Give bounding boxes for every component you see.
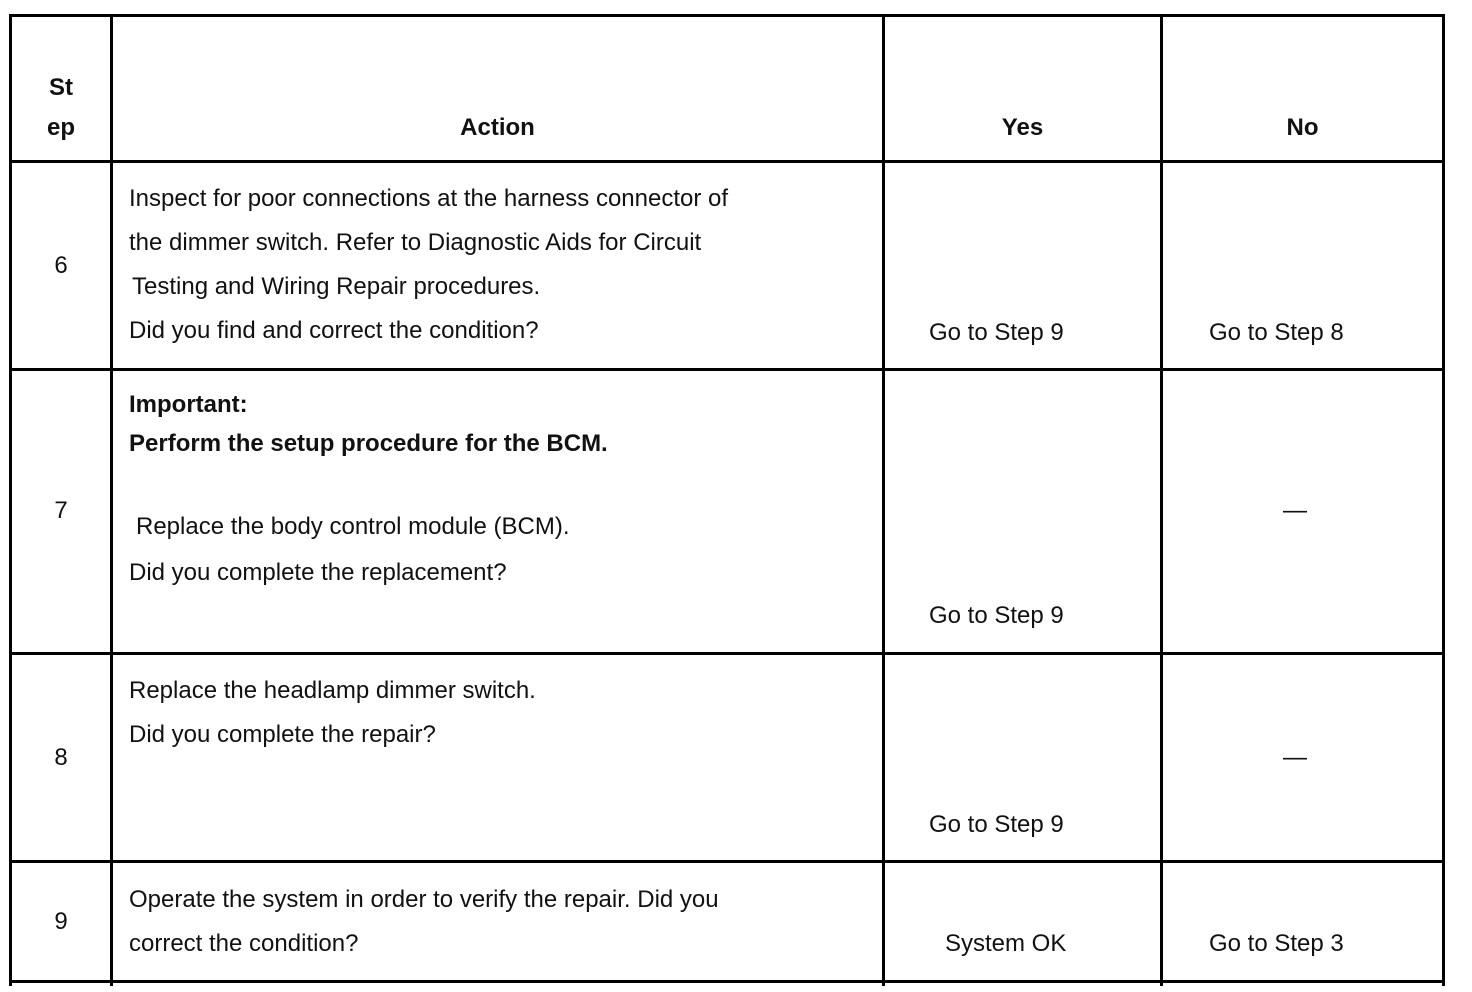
column-divider: [110, 14, 113, 986]
action-text: [129, 669, 536, 757]
header-yes: Yes: [1001, 114, 1044, 141]
yes-result: Go to Step 9: [929, 602, 1064, 629]
step-number: 7: [54, 497, 68, 524]
action-line: Replace the body control module (BCM).: [136, 513, 570, 540]
no-result: Go to Step 8: [1209, 319, 1344, 346]
yes-result: System OK: [945, 930, 1067, 957]
no-result: —: [1283, 497, 1307, 524]
action-line: the dimmer switch. Refer to Diagnostic Aids for Circuit: [129, 229, 702, 256]
yes-result: Go to Step 9: [929, 811, 1064, 838]
header-step: [12, 68, 110, 148]
action-line: Did you complete the repair?: [129, 721, 436, 748]
row-divider: [9, 368, 1445, 371]
action-line: Replace the headlamp dimmer switch.: [129, 677, 536, 704]
action-line: correct the condition?: [129, 930, 359, 957]
important-text: Perform the setup procedure for the BCM.: [129, 430, 608, 457]
column-divider: [882, 14, 885, 986]
step-number: 9: [54, 908, 68, 935]
step-number: 8: [54, 744, 68, 771]
no-result: Go to Step 3: [1209, 930, 1344, 957]
action-text: [129, 505, 570, 595]
table-border-right: [1442, 14, 1445, 986]
action-line: Inspect for poor connections at the harness connector of: [129, 185, 729, 212]
header-divider: [9, 160, 1445, 163]
action-line: Did you find and correct the condition?: [129, 317, 539, 344]
table-border-bottom: [9, 980, 1445, 983]
important-label: Important:: [129, 391, 248, 418]
action-text: [129, 177, 728, 353]
header-step-line2: ep: [46, 114, 75, 141]
step-number: 6: [54, 252, 68, 279]
header-action: Action: [460, 114, 535, 141]
header-no: No: [1286, 114, 1319, 141]
action-line: Operate the system in order to verify the repair. Did you: [129, 886, 719, 913]
row-divider: [9, 652, 1445, 655]
action-line: Testing and Wiring Repair procedures.: [132, 273, 541, 300]
row-divider: [9, 860, 1445, 863]
action-text: [129, 878, 719, 966]
table-border-top: [9, 14, 1445, 17]
action-line: Did you complete the replacement?: [129, 559, 507, 586]
no-result: —: [1283, 744, 1307, 771]
header-step-line1: St: [49, 74, 73, 101]
yes-result: Go to Step 9: [929, 319, 1064, 346]
